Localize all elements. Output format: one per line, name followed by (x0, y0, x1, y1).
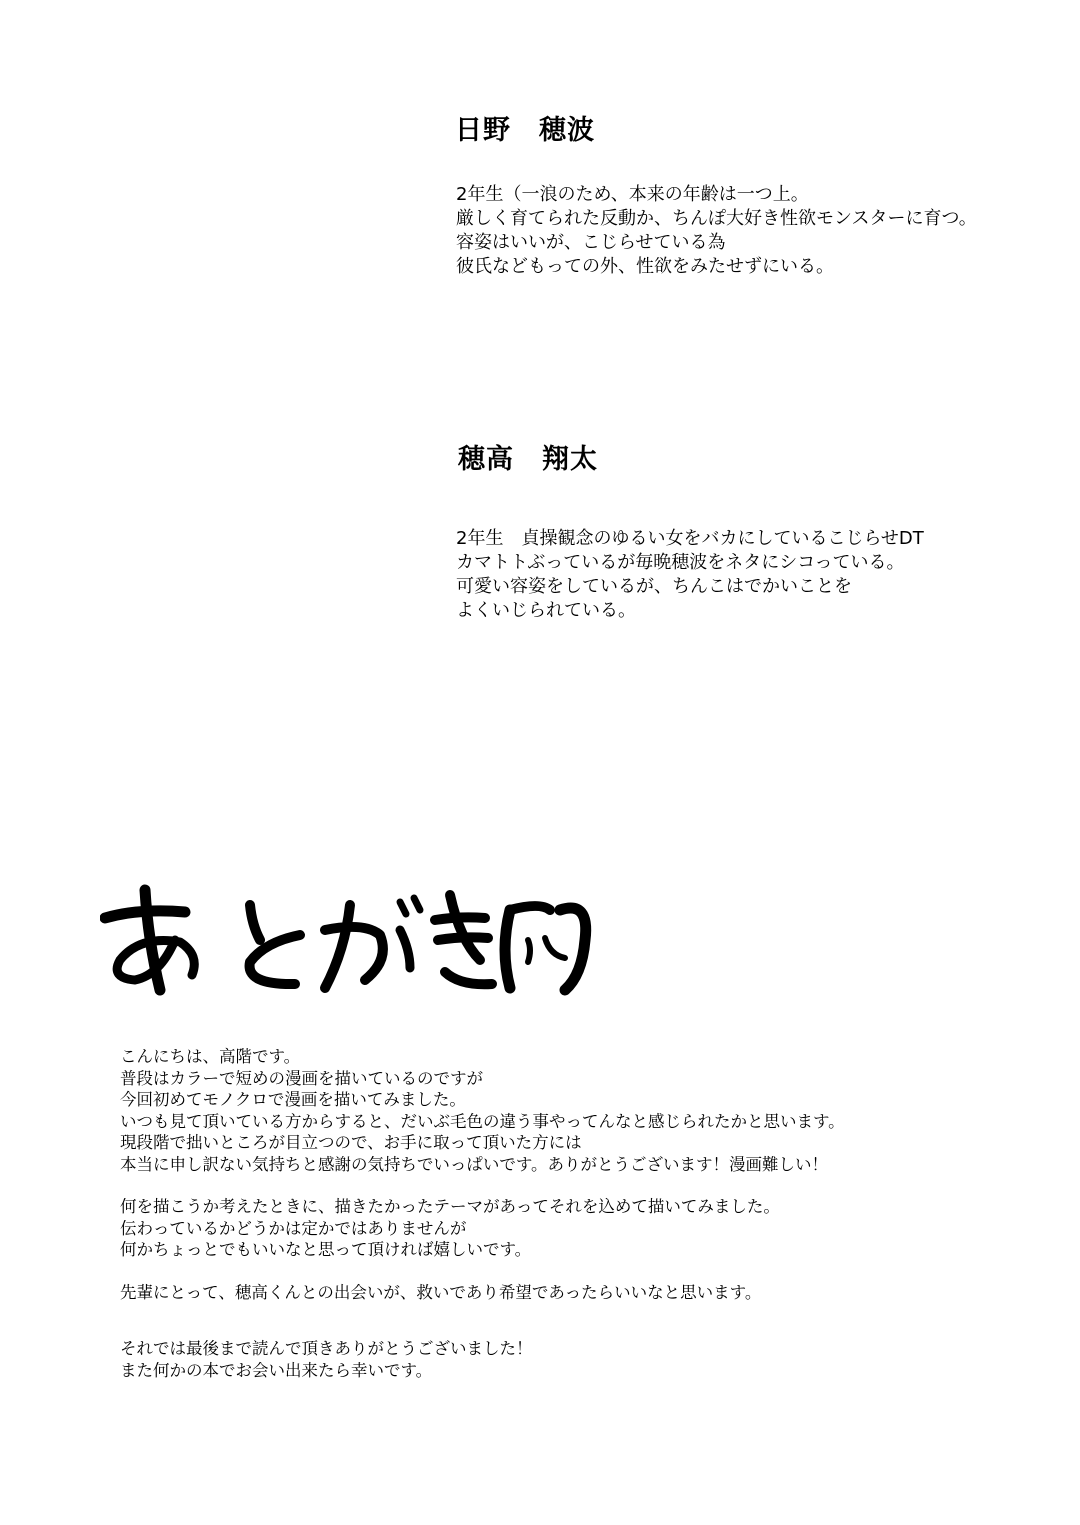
handwritten-title-graphic (100, 880, 595, 1005)
afterword-paragraph (120, 1196, 1020, 1261)
afterword-line: 何を描こうか考えたときに、描きたかったテーマがあってそれを込めて描いてみました。 (120, 1197, 780, 1216)
character-description-shota (456, 527, 1066, 623)
afterword-line: 普段はカラーで短めの漫画を描いているのですが (120, 1068, 483, 1088)
afterword-line: それでは最後まで読んで頂きありがとうございました！ (120, 1339, 533, 1358)
afterword-line: 伝わっているかどうかは定かではありませんが (120, 1218, 467, 1238)
afterword-line: こんにちは、高階です。 (120, 1047, 301, 1066)
description-line: よくいじられている。 (456, 600, 636, 621)
afterword-body (120, 1046, 1020, 1381)
description-line: 2年生 貞操観念のゆるい女をバカにしているこじらせDT (456, 528, 924, 549)
afterword-line: いつも見て頂いている方からすると、だいぶ毛色の違う事やってんなと感じられたかと思います。 (120, 1111, 845, 1131)
afterword-paragraph (120, 1282, 1020, 1304)
afterword-line: 先輩にとって、穂高くんとの出会いが、救いであり希望であったらいいなと思います。 (120, 1282, 762, 1302)
description-line: カマトトぶっているが毎晩穂波をネタにシコっている。 (456, 552, 905, 573)
description-line: 彼氏などもっての外、性欲をみたせずにいる。 (456, 256, 834, 277)
character-name-honami: 日野 穂波 (455, 115, 595, 146)
character-name-shota: 穂高 翔太 (458, 444, 598, 475)
description-line: 可愛い容姿をしているが、ちんこはでかいことを (456, 576, 852, 597)
afterword-line: 今回初めてモノクロで漫画を描いてみました。 (120, 1090, 466, 1109)
afterword-title-handwritten (100, 880, 595, 1005)
afterword-paragraph (120, 1046, 1020, 1175)
afterword-line: 何かちょっとでもいいなと思って頂ければ嬉しいです。 (120, 1240, 532, 1259)
description-line: 容姿はいいが、こじらせている為 (456, 232, 726, 253)
afterword-line: 現段階で拙いところが目立つので、お手に取って頂いた方には (120, 1133, 582, 1152)
description-line: 2年生（一浪のため、本来の年齢は一つ上。 (456, 184, 809, 205)
description-line: 厳しく育てられた反動か、ちんぽ大好き性欲モンスターに育つ。 (456, 208, 977, 229)
afterword-line: また何かの本でお会い出来たら幸いです。 (120, 1360, 433, 1380)
afterword-paragraph (120, 1338, 1020, 1381)
character-description-honami (456, 183, 1066, 279)
afterword-line: 本当に申し訳ない気持ちと感謝の気持ちでいっぱいです。ありがとうございます！漫画難しい！ (120, 1154, 829, 1174)
